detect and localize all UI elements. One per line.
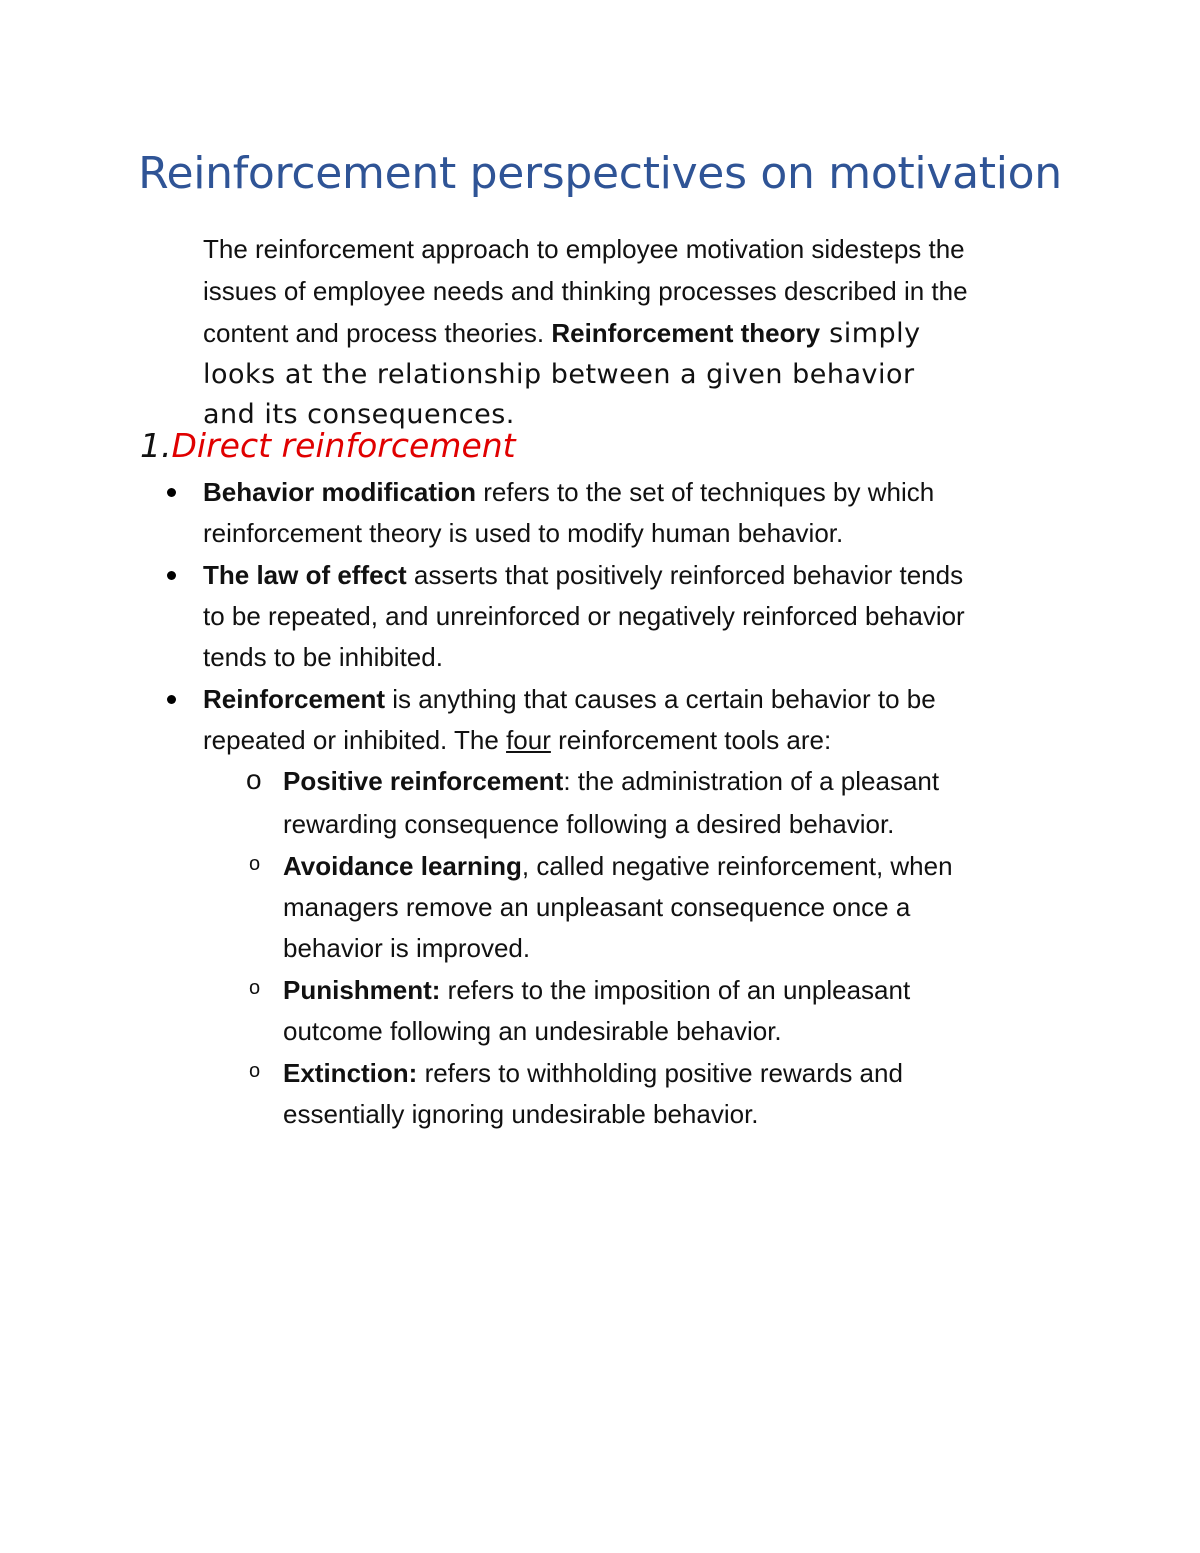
sub-list-item — [283, 761, 939, 845]
list-text: : the administration of a pleasant — [563, 766, 940, 796]
list-text: tends to be inhibited. — [203, 642, 443, 672]
sub-bullet-icon: o — [249, 1060, 261, 1082]
list-text: refers to withholding positive rewards and — [417, 1058, 903, 1088]
intro-line: looks at the relationship between a given behavior — [203, 359, 915, 390]
term: The law of effect — [203, 560, 407, 590]
list-text: essentially ignoring undesirable behavior. — [283, 1099, 759, 1129]
list-text: refers to the imposition of an unpleasant — [440, 975, 911, 1005]
list-text: refers to the set of techniques by which — [476, 477, 935, 507]
intro-line: The reinforcement approach to employee motivation sidesteps the — [203, 234, 965, 264]
list-text: to be repeated, and unreinforced or negatively reinforced behavior — [203, 601, 965, 631]
bullet-icon — [167, 488, 176, 497]
section-heading — [140, 424, 516, 468]
list-text: repeated or inhibited. The — [203, 725, 507, 755]
section-number: 1. — [140, 426, 172, 465]
term: Avoidance learning — [283, 851, 522, 881]
list-text: managers remove an unpleasant consequence once a — [283, 892, 911, 922]
list-text: outcome following an undesirable behavior. — [283, 1016, 782, 1046]
intro-line — [203, 312, 1103, 355]
sub-bullet-icon: o — [249, 853, 261, 875]
underlined-text: four — [506, 725, 551, 755]
list-text: reinforcement theory is used to modify human behavior. — [203, 518, 844, 548]
term: Positive reinforcement — [283, 766, 564, 796]
sub-bullet-icon: o — [249, 977, 261, 999]
intro-text: content and process theories. — [203, 318, 552, 348]
list-text: rewarding consequence following a desired behavior. — [283, 809, 895, 839]
intro-text: simply — [820, 318, 921, 349]
list-item — [203, 472, 934, 554]
page-title: Reinforcement perspectives on motivation — [138, 148, 1062, 199]
list-text: is anything that causes a certain behavior to be — [385, 684, 936, 714]
list-text: asserts that positively reinforced behavior tends — [406, 560, 964, 590]
list-item — [203, 555, 965, 678]
sub-list-item — [283, 970, 910, 1052]
intro-line: and its consequences. — [203, 399, 515, 430]
list-item — [203, 679, 936, 761]
sub-list-item — [283, 1053, 903, 1135]
section-title: Direct reinforcement — [171, 426, 516, 465]
list-text: , called negative reinforcement, when — [521, 851, 953, 881]
bullet-icon — [167, 695, 176, 704]
intro-paragraph — [203, 228, 1103, 435]
intro-term: Reinforcement theory — [551, 318, 821, 348]
term: Punishment: — [283, 975, 441, 1005]
list-text: behavior is improved. — [283, 933, 531, 963]
sub-list-item — [283, 846, 953, 969]
list-text: reinforcement tools are: — [550, 725, 832, 755]
term: Behavior modification — [203, 477, 477, 507]
bullet-icon — [167, 571, 176, 580]
term: Extinction: — [283, 1058, 418, 1088]
term: Reinforcement — [203, 684, 386, 714]
intro-line: issues of employee needs and thinking processes described in the — [203, 276, 968, 306]
sub-bullet-icon: o — [246, 764, 262, 795]
